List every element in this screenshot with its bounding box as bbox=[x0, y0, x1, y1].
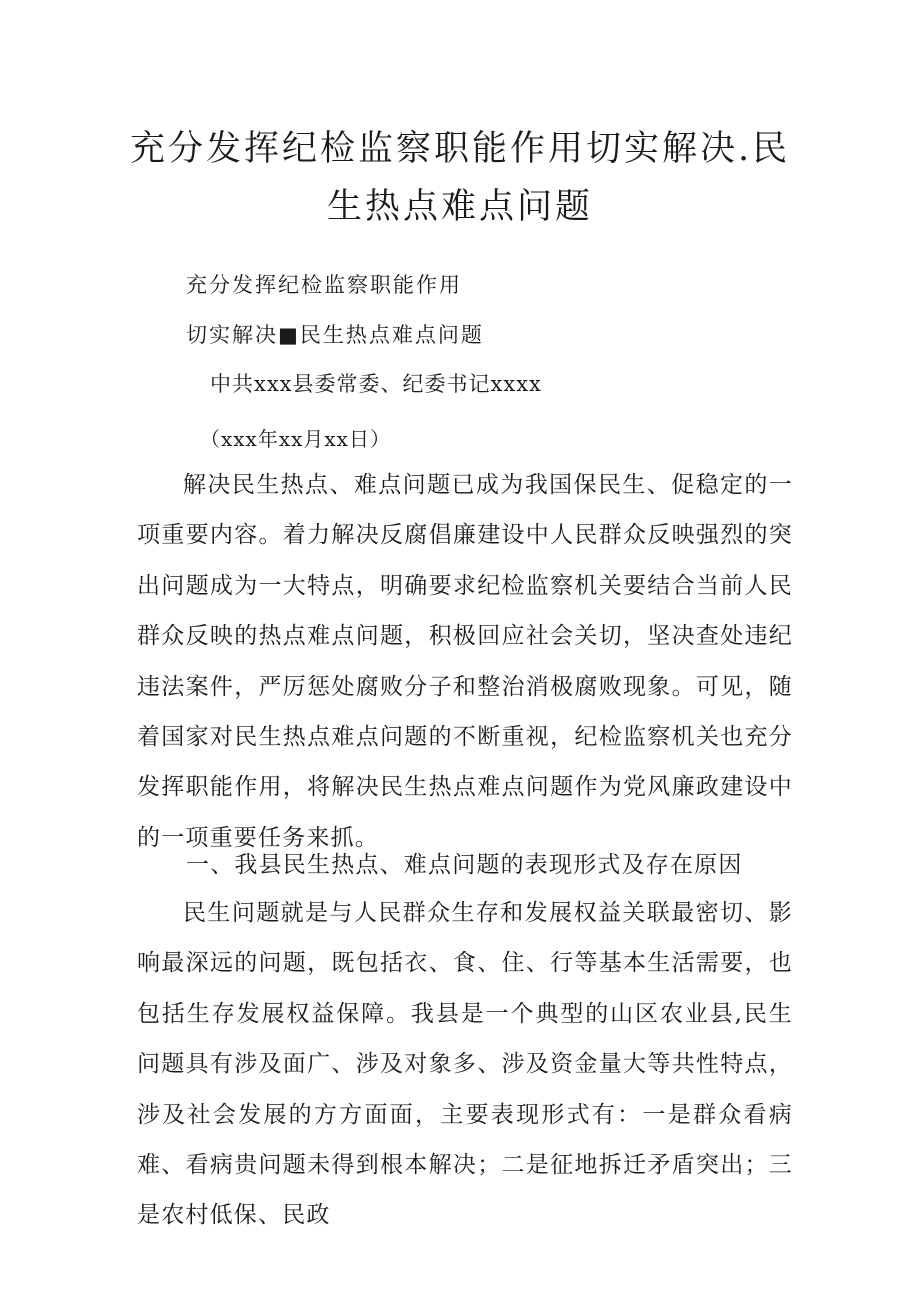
subtitle-line-1: 充分发挥纪检监察职能作用 bbox=[186, 273, 462, 297]
document-title-line-2: 生热点难点问题 bbox=[326, 187, 593, 227]
section-heading-1: 一、我县民生热点、难点问题的表现形式及存在原因 bbox=[186, 852, 743, 878]
date-line: （xxx年xx月xx日） bbox=[200, 427, 391, 451]
subtitle-line-2: 切实解决■民生热点难点问题 bbox=[186, 323, 484, 347]
body-paragraph-1: 解决民生热点、难点问题已成为我国保民生、促稳定的一项重要内容。着力解决反腐倡廉建设中人民群众反映强烈的突出问题成为一大特点，明确要求纪检监察机关要结合当前人民群众反映的热点难点问题，积极回应社会关切，坚决查处违纪违法案件，严厉惩处腐败分子和整治消极腐败现象。可见，随着国家对民生热点难点问题的不断重视，纪检监察机关也充分发挥职能作用，将解决民生热点难点问题作为党风廉政建设中的一项重要任务来抓。 bbox=[137, 472, 793, 851]
document-title-line-1: 充分发挥纪检监察职能作用切实解决.民 bbox=[130, 129, 791, 169]
author-line: 中共xxx县委常委、纪委书记xxxx bbox=[210, 372, 542, 396]
body-paragraph-2: 民生问题就是与人民群众生存和发展权益关联最密切、影响最深远的问题，既包括衣、食、住、行等基本生活需要，也包括生存发展权益保障。我县是一个典型的山区农业县,民生问题具有涉及面广、涉及对象多、涉及资金量大等共性特点，涉及社会发展的方方面面，主要表现形式有：一是群众看病难、看病贵问题未得到根本解决；二是征地拆迁矛盾突出；三是农村低保、民政 bbox=[137, 900, 793, 1229]
